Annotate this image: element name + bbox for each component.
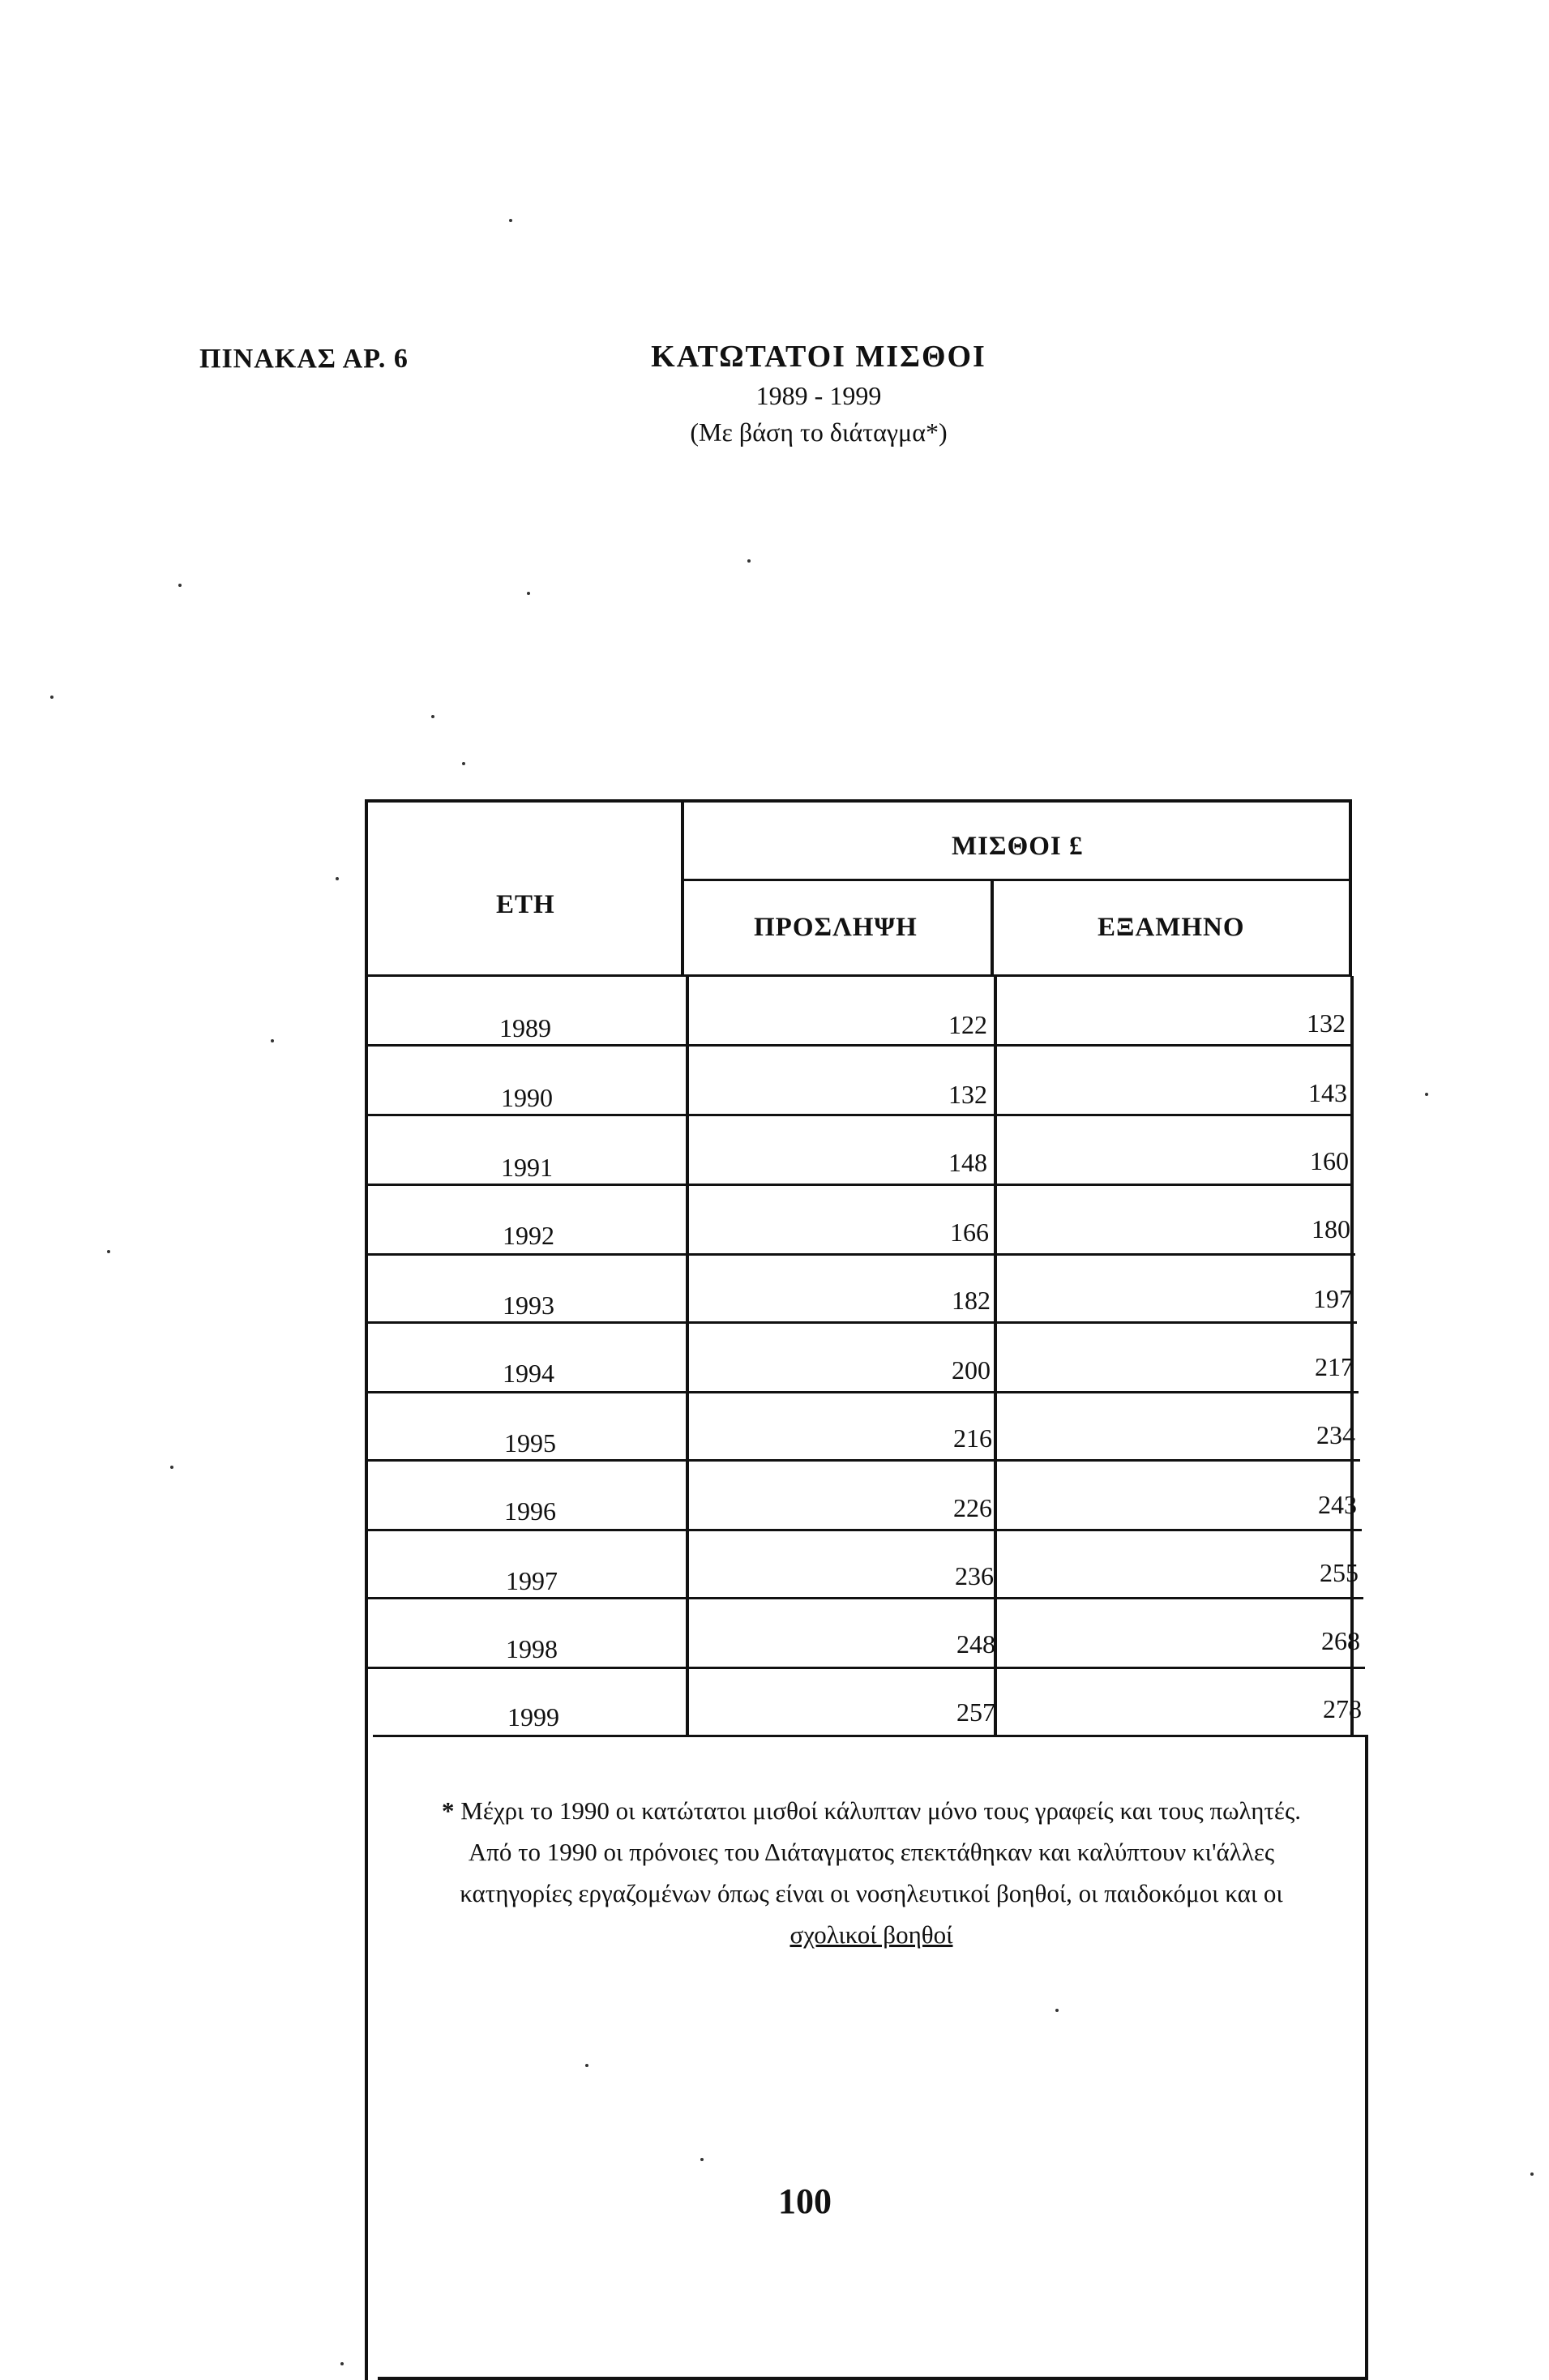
footnote-line-2: Από το 1990 οι πρόνοιες του Διάταγματος επεκτάθηκαν και καλύπτουν κι'άλλες [468,1838,1275,1866]
title-subtitle: (Με βάση το διάταγμα*) [690,417,948,447]
row-separator [368,1114,1352,1116]
column-header-six-months: ΕΞΑΜΗΝΟ [1098,913,1245,942]
cell-hire: 236 [955,1561,994,1590]
cell-hire: 200 [952,1355,991,1385]
cell-six-months: 143 [1308,1078,1347,1107]
cell-year: 1995 [504,1428,556,1458]
cell-hire: 132 [948,1080,987,1109]
column-header-hire: ΠΡΟΣΛΗΨΗ [754,913,918,942]
cell-six-months: 234 [1316,1420,1355,1449]
row-separator [368,1459,1360,1462]
cell-six-months: 255 [1320,1558,1359,1587]
cell-hire: 248 [956,1629,995,1659]
cell-year: 1993 [503,1291,554,1320]
cell-hire: 122 [948,1010,987,1039]
cell-hire: 216 [953,1423,992,1453]
cell-year: 1996 [504,1496,556,1526]
scan-speck [431,715,434,718]
scan-speck [271,1039,274,1042]
scan-speck [462,762,465,765]
cell-year: 1990 [501,1083,553,1112]
table-border-left [365,799,368,2380]
table-number-label: ΠΙΝΑΚΑΣ ΑΡ. 6 [199,344,409,374]
scan-speck [340,2362,344,2365]
footnote-line-1: * Μέχρι το 1990 οι κατώτατοι μισθοί κάλυπταν μόνο τους γραφείς και τους πωλητές. [442,1796,1301,1825]
cell-hire: 166 [950,1218,989,1247]
footnote-star: * [442,1796,455,1825]
cell-hire: 257 [956,1697,995,1727]
row-separator [368,1667,1365,1669]
cell-year: 1992 [503,1221,554,1250]
column-header-years: ΕΤΗ [496,890,555,919]
footnote-line-3: κατηγορίες εργαζομένων όπως είναι οι νοσηλευτικοί βοηθοί, οι παιδοκόμοι και οι [460,1879,1283,1907]
scan-speck [50,696,53,699]
cell-six-months: 278 [1323,1694,1362,1723]
scan-speck [107,1250,110,1253]
footnote-line-4: σχολικοί βοηθοί [789,1920,953,1949]
subheader-divider-vertical [991,879,994,976]
cell-year: 1989 [499,1013,551,1042]
scan-speck [585,2064,588,2067]
table-border-bottom [378,2377,1368,2380]
page-title: ΚΑΤΩΤΑΤΟΙ ΜΙΣΘΟΙ [651,340,986,374]
cell-six-months: 197 [1313,1284,1352,1313]
group-header-underline [681,879,1352,881]
header-divider-vertical [681,799,684,976]
cell-six-months: 268 [1321,1626,1360,1655]
cell-six-months: 132 [1307,1008,1346,1038]
scan-speck [700,2158,704,2161]
cell-year: 1998 [506,1634,558,1663]
scan-speck [1530,2172,1534,2176]
cell-year: 1999 [507,1702,559,1731]
scan-speck [178,584,182,587]
cell-hire: 148 [948,1148,987,1177]
cell-hire: 182 [952,1286,991,1315]
cell-year: 1997 [506,1566,558,1595]
group-header-salaries: ΜΙΣΘΟΙ £ [952,832,1084,861]
page-number: 100 [778,2181,832,2221]
footnote [381,1790,1362,1955]
cell-year: 1991 [501,1153,553,1182]
cell-six-months: 217 [1315,1352,1354,1381]
body-divider-year-hire [686,976,689,1735]
cell-six-months: 160 [1310,1146,1349,1175]
table-body-bottom-line [373,1735,1368,1737]
row-separator [368,1321,1357,1324]
body-divider-hire-six [994,976,997,1735]
cell-six-months: 243 [1318,1490,1357,1519]
scan-speck [527,592,530,595]
row-separator [368,1529,1362,1531]
header-bottom-line [365,974,1352,977]
scan-speck [170,1466,173,1469]
row-separator [368,1597,1363,1599]
cell-hire: 226 [953,1493,992,1522]
scan-speck [509,219,512,222]
table-border-right-upper [1349,799,1352,976]
row-separator [368,1253,1355,1256]
row-separator [368,1044,1350,1047]
scan-speck [336,877,339,880]
table-border-top [365,799,1352,803]
table-border-right-lower [1365,1735,1368,2380]
scan-speck [1055,2009,1059,2012]
cell-year: 1994 [503,1359,554,1388]
cell-six-months: 180 [1312,1214,1350,1244]
row-separator [368,1391,1359,1393]
row-separator [368,1184,1354,1186]
scan-speck [747,559,751,563]
title-block [616,339,1021,447]
scan-speck [1425,1093,1428,1096]
title-years: 1989 - 1999 [755,381,882,410]
